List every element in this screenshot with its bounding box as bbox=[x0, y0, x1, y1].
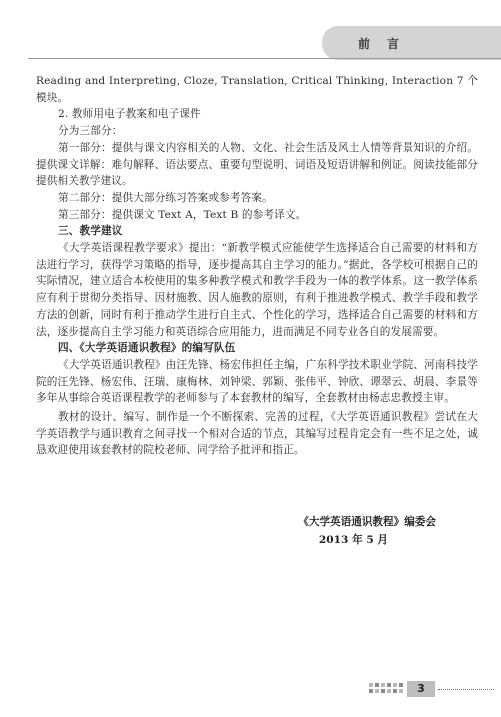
paragraph: 《大学英语课程教学要求》提出：“新教学模式应能使学生选择适合自己需要的材料和方法进行学习，获得学习策略的指导，逐步提高其自主学习的能力。”据此，各学校可根据自己的实际情况，建立适合本校使用的集多种教学模式和教学手段为一体的教学体系。这一教学体系应有利于贯彻分类指导、因材施教、因人施教的原则，有利于推进教学模式、教学手段和教学方法的创新，同时有利于推动学生进行自主式、个性化的学习，选择适合自己需要的材料和方法，逐步提高自主学习能力和英语综合应用能力，进而满足不同专业各自的发展需要。 bbox=[36, 242, 478, 338]
signature-date bbox=[36, 532, 478, 547]
decorative-dots bbox=[369, 683, 405, 695]
page-header bbox=[0, 0, 501, 58]
paragraph: 分为三部分： bbox=[58, 125, 123, 138]
section-title: 前言 bbox=[358, 37, 417, 51]
page-number: 3 bbox=[407, 681, 435, 697]
paragraph: 第三部分：提供课文 Text A，Text B 的参考译文。 bbox=[58, 208, 307, 221]
paragraph: 第一部分：提供与课文内容相关的人物、文化、社会生活及风土人情等背景知识的介绍。提供课文详解：难句解释、语法要点、重要句型说明、词语及短语讲解和例证。阅读技能部分提供相关教学建议。 bbox=[36, 141, 478, 188]
page-footer bbox=[0, 678, 501, 702]
editorial-board-label: 《大学英语通识教程》编委会 bbox=[298, 516, 436, 528]
header-rule bbox=[28, 58, 501, 59]
signature-date-label: 2013 年 5 月 bbox=[318, 534, 388, 546]
paragraph: 教材的设计、编写、制作是一个不断探索、完善的过程，《大学英语通识教程》尝试在大学英语教学与通识教育之间寻找一个相对合适的节点，其编写过程肯定会有一些不足之处，诚恳欢迎使用该套教材的院校老师、同学给予批评和指正。 bbox=[36, 411, 478, 457]
paragraph: 第二部分：提供大部分练习答案或参考答案。 bbox=[58, 191, 273, 204]
paragraph: 2. 教师用电子教案和电子课件 bbox=[58, 108, 201, 121]
body-text bbox=[36, 73, 478, 459]
section-heading: 四、《大学英语通识教程》的编写队伍 bbox=[58, 342, 236, 355]
paragraph: Reading and Interpreting, Cloze, Translation, Critical Thinking, Interaction 7 个模块。 bbox=[36, 75, 478, 104]
footer-rule bbox=[438, 689, 494, 690]
editorial-board bbox=[36, 514, 478, 529]
paragraph: 《大学英语通识教程》由汪先锋、杨宏伟担任主编，广东科学技术职业学院、河南科技学院的汪先锋、杨宏伟、汪瑞、康梅林、刘钟梁、郭颖、张伟平、钟欣、谭翠云、胡晨、李景等多年从事综合英语课程教学的老师参与了本套教材的编写，全套教材由杨志忠教授主审。 bbox=[36, 358, 478, 405]
section-heading: 三、教学建议 bbox=[58, 225, 123, 238]
